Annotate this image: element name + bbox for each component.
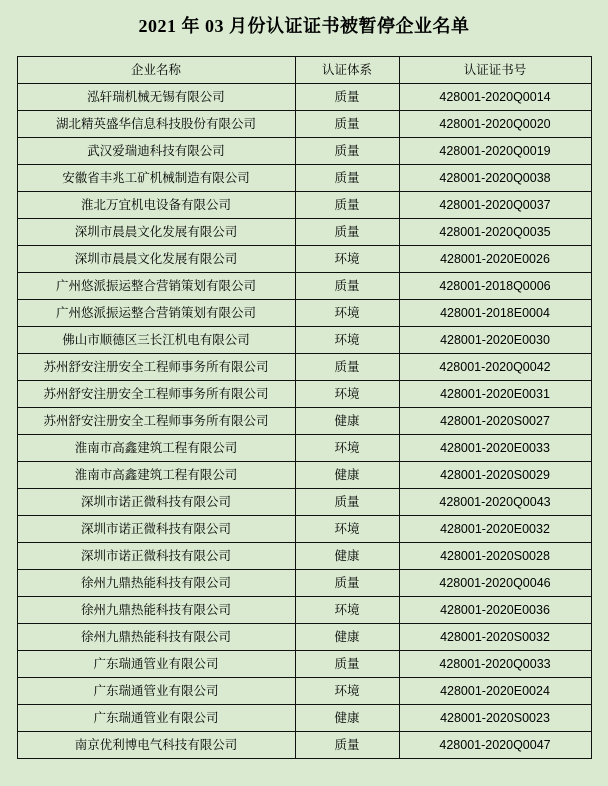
- table-row: [17, 273, 591, 300]
- cell-certificate-number: 428001-2020S0028: [399, 543, 591, 570]
- table-row: [17, 597, 591, 624]
- cell-company-name: 深圳市诺正微科技有限公司: [17, 516, 295, 543]
- table-row: [17, 111, 591, 138]
- cell-company-name: 广东瑞通管业有限公司: [17, 678, 295, 705]
- table-row: [17, 570, 591, 597]
- cell-certification-system: 质量: [295, 489, 399, 516]
- cell-certification-system: 健康: [295, 408, 399, 435]
- table-row: [17, 624, 591, 651]
- cell-certificate-number: 428001-2020Q0014: [399, 84, 591, 111]
- cell-certification-system: 健康: [295, 624, 399, 651]
- table-row: [17, 381, 591, 408]
- cell-certificate-number: 428001-2020E0033: [399, 435, 591, 462]
- cell-certification-system: 环境: [295, 246, 399, 273]
- cell-certificate-number: 428001-2020S0032: [399, 624, 591, 651]
- cell-certificate-number: 428001-2020E0030: [399, 327, 591, 354]
- table-row: [17, 462, 591, 489]
- cell-certificate-number: 428001-2020Q0042: [399, 354, 591, 381]
- cell-company-name: 广东瑞通管业有限公司: [17, 705, 295, 732]
- table-row: [17, 246, 591, 273]
- cell-certification-system: 质量: [295, 84, 399, 111]
- certificate-suspension-table: [17, 56, 592, 759]
- table-row: [17, 192, 591, 219]
- cell-certificate-number: 428001-2020S0029: [399, 462, 591, 489]
- table-row: [17, 435, 591, 462]
- table-row: [17, 651, 591, 678]
- cell-certification-system: 环境: [295, 435, 399, 462]
- cell-certification-system: 质量: [295, 651, 399, 678]
- cell-certificate-number: 428001-2020E0032: [399, 516, 591, 543]
- table-row: [17, 138, 591, 165]
- table-row: [17, 327, 591, 354]
- cell-certificate-number: 428001-2018E0004: [399, 300, 591, 327]
- cell-certificate-number: 428001-2020E0026: [399, 246, 591, 273]
- cell-certification-system: 质量: [295, 273, 399, 300]
- column-header-company-name: 企业名称: [17, 57, 295, 84]
- column-header-certification-system: 认证体系: [295, 57, 399, 84]
- cell-certificate-number: 428001-2020S0023: [399, 705, 591, 732]
- cell-certification-system: 质量: [295, 732, 399, 759]
- cell-certification-system: 健康: [295, 543, 399, 570]
- cell-company-name: 淮北万宜机电设备有限公司: [17, 192, 295, 219]
- table-row: [17, 678, 591, 705]
- cell-company-name: 南京优利博电气科技有限公司: [17, 732, 295, 759]
- cell-company-name: 徐州九鼎热能科技有限公司: [17, 597, 295, 624]
- cell-company-name: 深圳市诺正微科技有限公司: [17, 543, 295, 570]
- cell-company-name: 徐州九鼎热能科技有限公司: [17, 624, 295, 651]
- cell-certification-system: 质量: [295, 138, 399, 165]
- cell-company-name: 苏州舒安注册安全工程师事务所有限公司: [17, 354, 295, 381]
- cell-certificate-number: 428001-2020Q0020: [399, 111, 591, 138]
- cell-company-name: 泓轩瑞机械无锡有限公司: [17, 84, 295, 111]
- cell-certification-system: 健康: [295, 705, 399, 732]
- cell-certification-system: 质量: [295, 192, 399, 219]
- cell-certification-system: 环境: [295, 300, 399, 327]
- cell-certification-system: 质量: [295, 570, 399, 597]
- table-row: [17, 408, 591, 435]
- table-row: [17, 84, 591, 111]
- cell-company-name: 广州悠派振运整合营销策划有限公司: [17, 300, 295, 327]
- table-row: [17, 354, 591, 381]
- cell-certificate-number: 428001-2018Q0006: [399, 273, 591, 300]
- table-row: [17, 732, 591, 759]
- cell-company-name: 淮南市高鑫建筑工程有限公司: [17, 462, 295, 489]
- cell-company-name: 广州悠派振运整合营销策划有限公司: [17, 273, 295, 300]
- table-row: [17, 705, 591, 732]
- table-row: [17, 543, 591, 570]
- cell-certification-system: 质量: [295, 165, 399, 192]
- table-row: [17, 489, 591, 516]
- cell-certification-system: 质量: [295, 354, 399, 381]
- table-header: [17, 57, 591, 84]
- cell-certificate-number: 428001-2020Q0047: [399, 732, 591, 759]
- table-header-row: [17, 57, 591, 84]
- cell-company-name: 淮南市高鑫建筑工程有限公司: [17, 435, 295, 462]
- cell-certificate-number: 428001-2020Q0033: [399, 651, 591, 678]
- cell-certification-system: 质量: [295, 111, 399, 138]
- cell-certification-system: 环境: [295, 597, 399, 624]
- cell-certification-system: 健康: [295, 462, 399, 489]
- cell-certification-system: 环境: [295, 381, 399, 408]
- cell-company-name: 苏州舒安注册安全工程师事务所有限公司: [17, 381, 295, 408]
- cell-company-name: 湖北精英盛华信息科技股份有限公司: [17, 111, 295, 138]
- table-row: [17, 219, 591, 246]
- column-header-certificate-number: 认证证书号: [399, 57, 591, 84]
- cell-certification-system: 环境: [295, 516, 399, 543]
- cell-company-name: 武汉爱瑞迪科技有限公司: [17, 138, 295, 165]
- cell-certificate-number: 428001-2020Q0043: [399, 489, 591, 516]
- table-row: [17, 165, 591, 192]
- table-row: [17, 300, 591, 327]
- cell-company-name: 深圳市晨晨文化发展有限公司: [17, 219, 295, 246]
- cell-certificate-number: 428001-2020E0024: [399, 678, 591, 705]
- title-table-spacer: [0, 48, 608, 56]
- table-body: [17, 84, 591, 759]
- cell-certificate-number: 428001-2020E0036: [399, 597, 591, 624]
- cell-certificate-number: 428001-2020E0031: [399, 381, 591, 408]
- cell-company-name: 安徽省丰兆工矿机械制造有限公司: [17, 165, 295, 192]
- cell-certificate-number: 428001-2020Q0046: [399, 570, 591, 597]
- cell-certificate-number: 428001-2020Q0038: [399, 165, 591, 192]
- cell-company-name: 徐州九鼎热能科技有限公司: [17, 570, 295, 597]
- cell-certification-system: 质量: [295, 219, 399, 246]
- table-row: [17, 516, 591, 543]
- cell-certificate-number: 428001-2020Q0037: [399, 192, 591, 219]
- cell-company-name: 广东瑞通管业有限公司: [17, 651, 295, 678]
- page-title: 2021 年 03 月份认证证书被暂停企业名单: [138, 16, 470, 36]
- cell-certification-system: 环境: [295, 678, 399, 705]
- cell-company-name: 深圳市诺正微科技有限公司: [17, 489, 295, 516]
- cell-company-name: 苏州舒安注册安全工程师事务所有限公司: [17, 408, 295, 435]
- cell-company-name: 佛山市顺德区三长江机电有限公司: [17, 327, 295, 354]
- cell-company-name: 深圳市晨晨文化发展有限公司: [17, 246, 295, 273]
- cell-certificate-number: 428001-2020Q0019: [399, 138, 591, 165]
- cell-certification-system: 环境: [295, 327, 399, 354]
- cell-certificate-number: 428001-2020Q0035: [399, 219, 591, 246]
- cell-certificate-number: 428001-2020S0027: [399, 408, 591, 435]
